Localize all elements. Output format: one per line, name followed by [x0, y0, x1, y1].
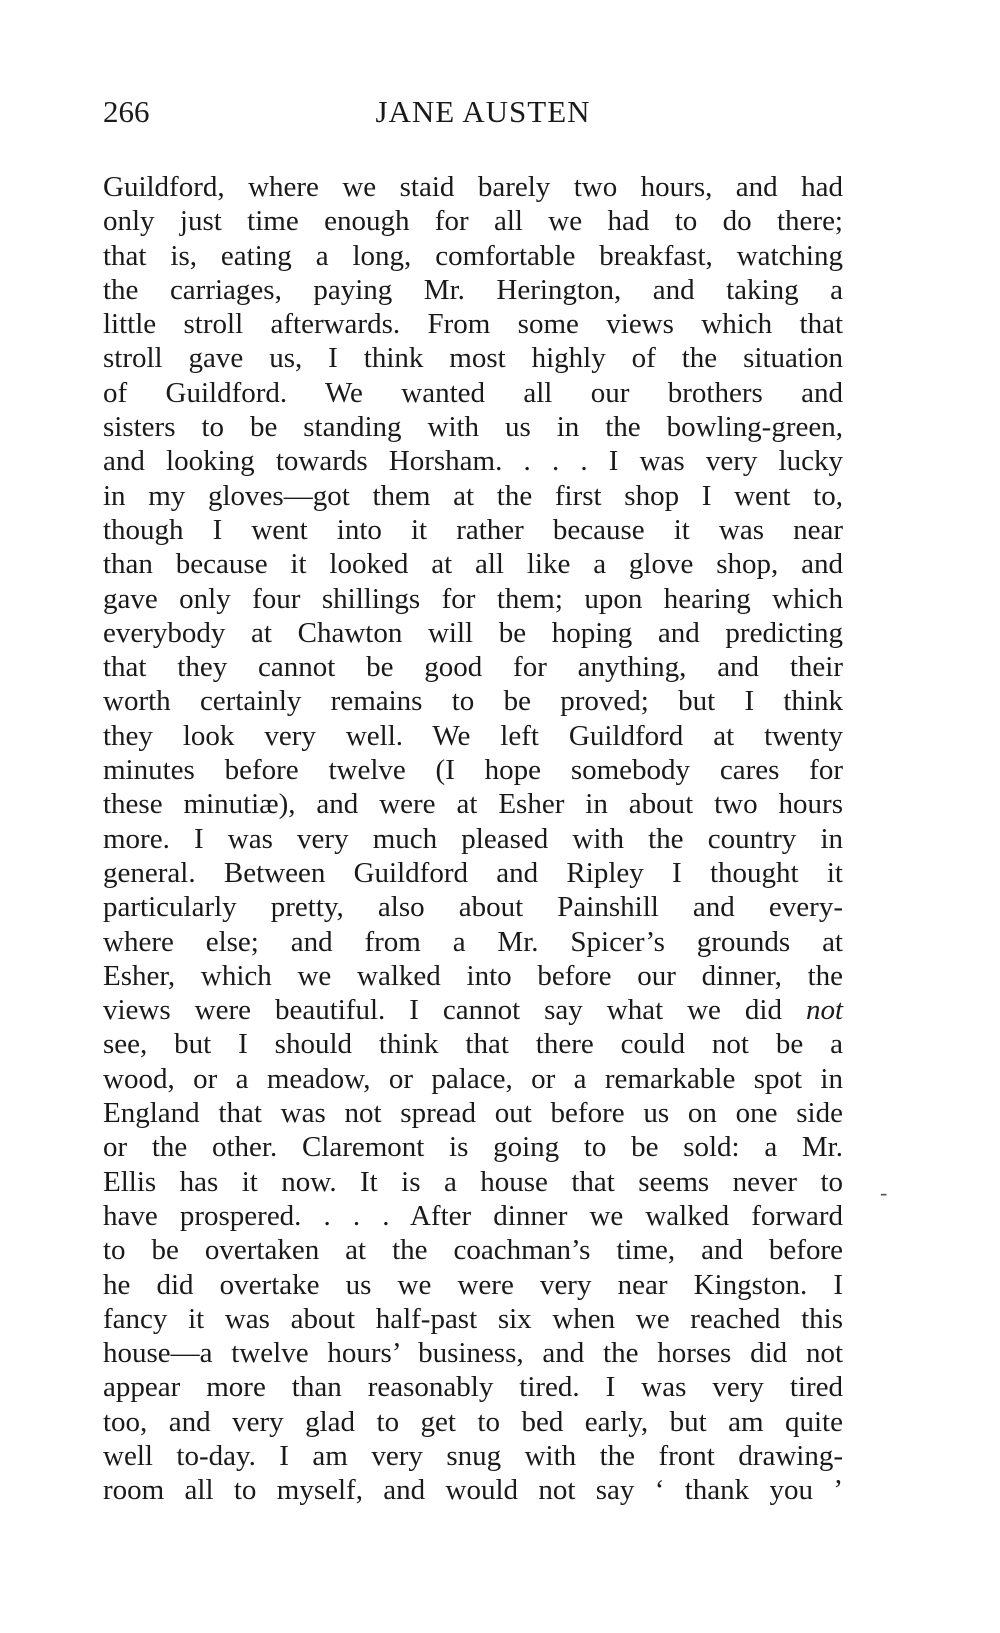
text-line: fancy it was about half-past six when we reached this: [103, 1302, 843, 1335]
text-line: than because it looked at all like a glove shop, and: [103, 548, 843, 581]
text-line: have prospered. . . . After dinner we walked forward: [103, 1199, 843, 1232]
running-head: [103, 92, 843, 132]
margin-mark: -: [880, 1180, 888, 1205]
text-line: everybody at Chawton will be hoping and predicting: [103, 616, 843, 649]
text-line: sisters to be standing with us in the bowling-green,: [103, 411, 843, 444]
text-line: to be overtaken at the coachman’s time, and before: [103, 1234, 843, 1267]
text-line: or the other. Claremont is going to be sold: a Mr.: [103, 1131, 843, 1164]
text-line: minutes before twelve (I hope somebody cares for: [103, 754, 843, 787]
text-line: they look very well. We left Guildford at twenty: [103, 719, 843, 752]
running-title: JANE AUSTEN: [375, 94, 591, 129]
text-line: in my gloves—got them at the first shop I went to,: [103, 479, 843, 512]
text-line: too, and very glad to get to bed early, but am quite: [103, 1405, 843, 1438]
text-line: particularly pretty, also about Painshill and every-: [103, 891, 843, 924]
text-line: England that was not spread out before us on one side: [103, 1097, 843, 1130]
text-line: where else; and from a Mr. Spicer’s grounds at: [103, 925, 843, 958]
text-line: and looking towards Horsham. . . . I was very lucky: [103, 445, 843, 478]
text-line: the carriages, paying Mr. Herington, and taking a: [103, 273, 843, 306]
text-line: gave only four shillings for them; upon hearing which: [103, 582, 843, 615]
text-line: appear more than reasonably tired. I was very tired: [103, 1371, 843, 1404]
text-line: house—a twelve hours’ business, and the horses did not: [103, 1337, 843, 1370]
text-line: Ellis has it now. It is a house that seems never to: [103, 1165, 843, 1198]
text-line: though I went into it rather because it was near: [103, 513, 843, 546]
text-line: little stroll afterwards. From some views which that: [103, 308, 843, 341]
text-line: room all to myself, and would not say ‘ thank you ’: [103, 1474, 843, 1507]
text-line: see, but I should think that there could not be a: [103, 1028, 843, 1061]
italic-word: not: [805, 994, 844, 1027]
text-line: worth certainly remains to be proved; but I think: [103, 685, 843, 718]
text-line: well to-day. I am very snug with the front drawing-: [103, 1439, 843, 1472]
text-line: stroll gave us, I think most highly of the situation: [103, 342, 843, 375]
page-number: 266: [103, 94, 150, 129]
text-line-with-italic: [103, 993, 843, 1027]
text-line: Esher, which we walked into before our dinner, the: [103, 959, 843, 992]
text-line: general. Between Guildford and Ripley I thought it: [103, 856, 843, 889]
text-line: of Guildford. We wanted all our brothers and: [103, 376, 843, 409]
text-line: Guildford, where we staid barely two hours, and had: [103, 171, 843, 203]
text-line-lead: views were beautiful. I cannot say what we did: [103, 994, 782, 1027]
text-line: that is, eating a long, comfortable breakfast, watching: [103, 239, 843, 272]
text-line: only just time enough for all we had to do there;: [103, 205, 843, 238]
text-line: these minutiæ), and were at Esher in about two hours: [103, 788, 843, 821]
text-line: that they cannot be good for anything, and their: [103, 651, 843, 684]
body-text: [103, 170, 843, 1508]
text-line: more. I was very much pleased with the country in: [103, 822, 843, 855]
text-line: wood, or a meadow, or palace, or a remarkable spot in: [103, 1062, 843, 1095]
text-line: he did overtake us we were very near Kingston. I: [103, 1268, 843, 1301]
